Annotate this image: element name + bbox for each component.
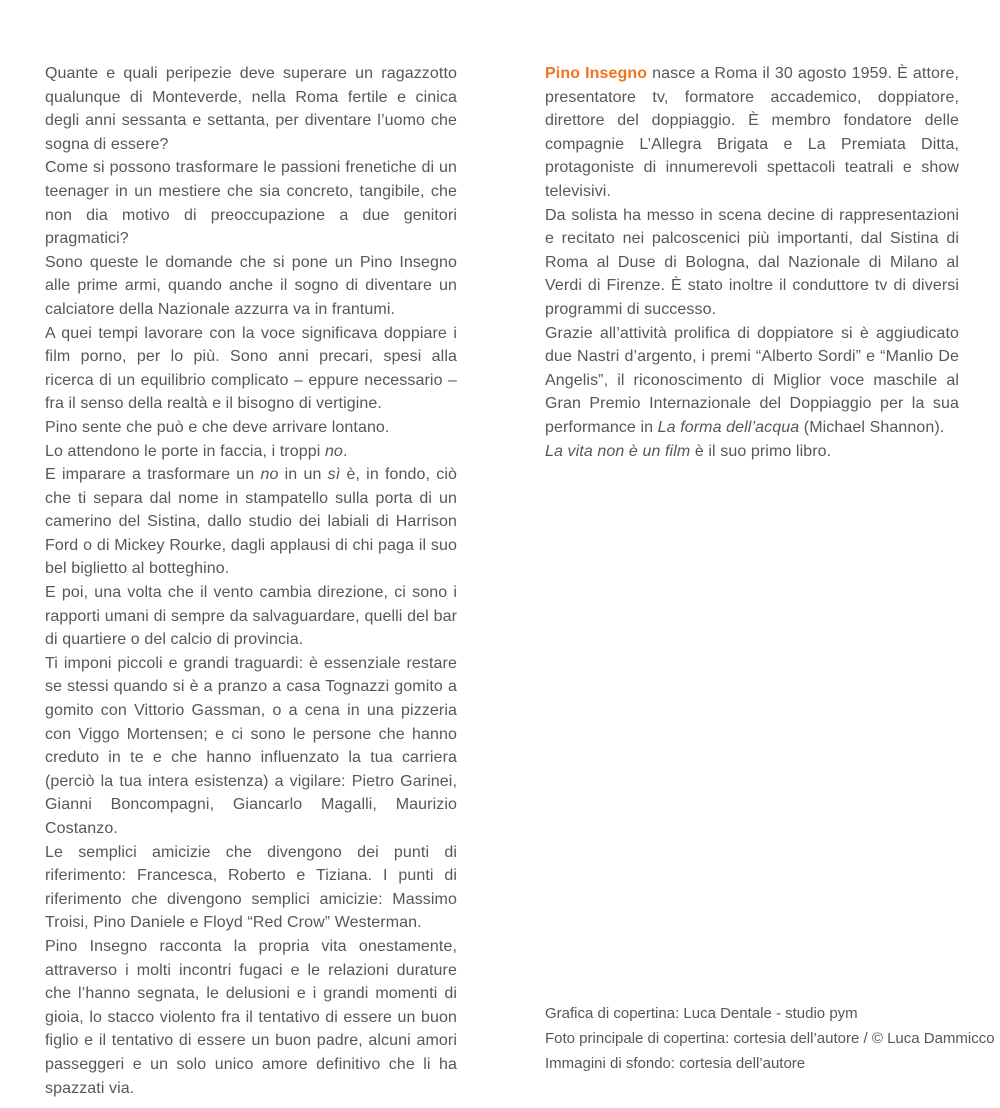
italic-text-segment: sì [327,466,341,484]
credit-line-cover-photo: Foto principale di copertina: cortesia dell’autore / © Luca Dammicco [545,1030,995,1047]
text-segment: Lo attendono le porte in faccia, i troppi [45,442,325,460]
blurb-column [45,62,457,1100]
paragraph [45,440,457,464]
paragraph [45,935,457,1100]
text-segment: E poi, una volta che il vento cambia direzione, ci sono i rapporti umani di sempre da salvaguardare, quelli del bar di quartiere o del calcio di provincia. [45,584,457,649]
paragraph [545,440,959,464]
text-segment: Da solista ha messo in scena decine di rappresentazioni e recitato nei palcoscenici più importanti, dal Sistina di Roma al Duse di Bologna, dal Nazionale di Milano al Verdi di Firenze. È stato inoltre il conduttore tv di diversi programmi di successo. [545,206,959,318]
paragraph [45,463,457,581]
text-segment: Quante e quali peripezie deve superare un ragazzotto qualunque di Monteverde, nella Roma fertile e cinica degli anni sessanta e settanta, per diventare l’uomo che sogna di essere? [45,65,457,153]
text-segment: Sono queste le domande che si pone un Pino Insegno alle prime armi, quando anche il sogno di diventare un calciatore della Nazionale azzurra va in frantumi. [45,253,457,318]
italic-text-segment: no [324,442,343,460]
paragraph [45,652,457,841]
italic-text-segment: La forma dell’acqua [657,418,800,436]
text-segment: E imparare a trasformare un [45,466,261,484]
text-segment: è il suo primo libro. [690,442,832,460]
paragraph [45,62,457,156]
credit-line-background-images: Immagini di sfondo: cortesia dell’autore [545,1055,806,1072]
text-segment: Pino sente che può e che deve arrivare lontano. [45,418,390,436]
paragraph [45,251,457,322]
text-segment: nasce a Roma il 30 agosto 1959. È attore, presentatore tv, formatore accademico, doppiatore, direttore del doppiaggio. È membro fondatore delle compagnie L’Allegra Brigata e La Premiata Ditta, protagoniste di innumerevoli spettacoli teatrali e show televisivi. [545,65,959,200]
credit-line-cover-design: Grafica di copertina: Luca Dentale - studio pym [545,1005,858,1022]
text-segment: (Michael Shannon). [799,418,945,436]
paragraph [45,322,457,416]
paragraph [545,322,959,440]
italic-text-segment: La vita non è un film [545,442,691,460]
text-segment: A quei tempi lavorare con la voce significava doppiare i film porno, per lo più. Sono anni precari, spesi alla ricerca di un equilibrio complicato – eppure necessario – fra il senso della realtà e il bisogno di vertigine. [45,324,457,413]
author-bio-column [545,62,959,463]
text-segment: Ti imponi piccoli e grandi traguardi: è essenziale restare se stessi quando si è a pranzo a casa Tognazzi gomito a gomito con Vittorio Gassman, o a cena in una pizzeria con Viggo Mortensen; e ci sono le persone che hanno creduto in te e che hanno influenzato la tua carriera (perciò la tua intera esistenza) a vigilare: Pietro Garinei, Gianni Boncompagni, Giancarlo Magalli, Maurizio Costanzo. [45,654,457,837]
italic-text-segment: no [260,466,279,484]
paragraph [545,204,959,322]
paragraph [45,416,457,440]
text-segment: Come si possono trasformare le passioni frenetiche di un teenager in un mestiere che sia concreto, tangibile, che non dia motivo di preoccupazione a due genitori pragmatici? [45,159,457,248]
text-segment: Pino Insegno racconta la propria vita onestamente, attraverso i molti incontri fugaci e le relazioni durature che l’hanno segnata, le delusioni e i grandi momenti di gioia, lo stacco violento fra il tentativo di essere un buon figlio e il tentativo di essere un buon padre, alcuni amori passeggeri e un solo unico amore definitivo che li ha spazzati via. [45,937,457,1097]
text-segment: è, in fondo, ciò che ti separa dal nome in stampatello sulla porta di un camerino del Sistina, dallo studio dei labiali di Harrison Ford o di Mickey Rourke, dagli applausi di chi paga il suo bel biglietto al botteghino. [45,466,457,578]
paragraph [45,156,457,250]
text-segment: Grazie all’attività prolifica di doppiatore si è aggiudicato due Nastri d’argento, i premi “Alberto Sordi” e “Manlio De Angelis”, il riconoscimento di Miglior voce maschile al Gran Premio Internazionale del Doppiaggio per la sua performance in [545,324,959,436]
paragraph [45,841,457,935]
credits-block [545,1001,995,1076]
paragraph [45,581,457,652]
paragraph [545,62,959,204]
text-segment: Le semplici amicizie che divengono dei punti di riferimento: Francesca, Roberto e Tiziana. I punti di riferimento che divengono semplici amicizie: Massimo Troisi, Pino Daniele e Floyd “Red Crow” Westerman. [45,843,457,932]
author-name-highlight: Pino Insegno [545,65,648,82]
text-segment: in un [278,466,328,484]
text-segment: . [342,442,348,460]
